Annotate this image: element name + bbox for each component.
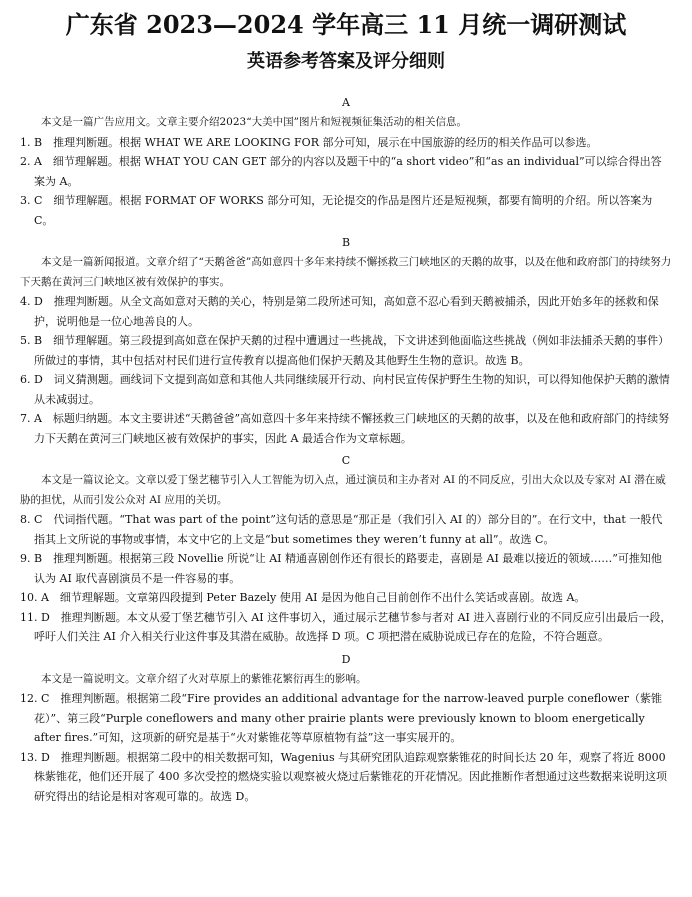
section-intro: 本文是一篇新闻报道。文章介绍了“天鹅爸爸”高如意四十多年来持续不懈拯救三门峡地区的天鹅的故事，以及在他和政府部门的持续努力下天鹅在黄河三门峡地区被有效保护的事实。 xyxy=(20,256,672,288)
answer-item: 12. C 推理判断题。根据第二段“Fire provides an additional advantage for the narrow-leaved purple coneflower（紫锥花）”、第三段“Purple coneflowers and many other prairie plants were previously known to bloom energetically after fires.”可知，这项新的研究是基于“火对紫锥花等草原植物有益”这一事实展开的。 xyxy=(20,692,662,744)
answer-item: 2. A 细节理解题。根据 WHAT YOU CAN GET 部分的内容以及题干中的“a short video”和“as an individual”可以综合得出答案为 A。 xyxy=(20,155,662,188)
section-c xyxy=(20,454,672,647)
section-letter: B xyxy=(341,236,351,249)
section-intro: 本文是一篇广告应用文。文章主要介绍2023“大美中国”图片和短视频征集活动的相关信息。 xyxy=(41,116,467,128)
answer-item: 11. D 推理判断题。本文从爱丁堡艺穗节引入 AI 这件事切入，通过展示艺穗节参与者对 AI 进入喜剧行业的不同反应引出最后一段，呼吁人们关注 AI 介入相关行业这件事及其潜在威胁。故选择 D 项。C 项把潜在威胁说成已存在的危险，不符合题意。 xyxy=(20,610,672,643)
section-letter: A xyxy=(342,96,350,109)
page-title: 广东省 2023—2024 学年高三 11 月统一调研测试 xyxy=(65,10,627,39)
answer-item: 3. C 细节理解题。根据 FORMAT OF WORKS 部分可知，无论提交的作品是图片还是短视频，都要有简明的介绍。所以答案为 C。 xyxy=(20,194,653,227)
answer-item: 4. D 推理判断题。从全文高如意对天鹅的关心，特别是第二段所述可知，高如意不忍心看到天鹅被捕杀，因此开始多年的拯救和保护，说明他是一位心地善良的人。 xyxy=(20,295,659,328)
section-a xyxy=(20,96,672,230)
section-intro: 本文是一篇说明文。文章介绍了火对草原上的紫锥花繁衍再生的影响。 xyxy=(41,672,367,685)
answer-item: 5. B 细节理解题。第三段提到高如意在保护天鹅的过程中遭遇过一些挑战，下文讲述到他面临这些挑战（例如非法捕杀天鹅的事件）所做过的事情，其中包括对村民们进行宣传教育以提高他们保护天鹅及其他野生生物的意识。故选 B。 xyxy=(20,334,670,367)
answer-item: 13. D 推理判断题。根据第二段中的相关数据可知，Wagenius 与其研究团队追踪观察紫锥花的时间长达 20 年，观察了将近 8000 株紫锥花，他们还开展了 400 多次受控的燃烧实验以观察被火烧过后紫锥花的开花情况。因此推断作者想通过这些数据来说明这项研究得出的结论是相对客观可靠的。故选 D。 xyxy=(20,750,667,803)
answer-item: 7. A 标题归纳题。本文主要讲述“天鹅爸爸”高如意四十多年来持续不懈拯救三门峡地区的天鹅的故事，以及在他和政府部门的持续努力下天鹅在黄河三门峡地区被有效保护的事实，因此 A 最适合作为文章标题。 xyxy=(20,412,670,445)
answer-item: 10. A 细节理解题。文章第四段提到 Peter Bazely 使用 AI 是因为他自己目前创作不出什么笑话或喜剧。故选 A。 xyxy=(20,591,586,604)
answer-item: 9. B 推理判断题。根据第三段 Novellie 所说“让 AI 精通喜剧创作还有很长的路要走，喜剧是 AI 最难以接近的领域……”可推知他认为 AI 取代喜剧演员不是一件容易的事。 xyxy=(20,552,662,585)
section-letter: D xyxy=(341,652,351,666)
section-b xyxy=(20,236,672,448)
answer-item: 8. C 代词指代题。“That was part of the point”这句话的意思是“那正是（我们引入 AI 的）部分目的”。在行文中，that 一般代指其上文所说的事物或事情，本文中它的上文是“but sometimes they weren’t funny at all”。故选 C。 xyxy=(20,513,663,546)
section-intro: 本文是一篇议论文。文章以爱丁堡艺穗节引入人工智能为切入点，通过演员和主办者对 AI 的不同反应，引出大众以及专家对 AI 潜在威胁的担忧，从而引发公众对 AI 应用的关切。 xyxy=(20,474,666,506)
section-letter: C xyxy=(341,454,351,467)
page-subtitle: 英语参考答案及评分细则 xyxy=(247,51,445,72)
answer-item: 1. B 推理判断题。根据 WHAT WE ARE LOOKING FOR 部分可知，展示在中国旅游的经历的相关作品可以参选。 xyxy=(20,135,598,149)
answer-item: 6. D 词义猜测题。画线词下文提到高如意和其他人共同继续展开行动、向村民宣传保护野生生物的知识，可以得知他保护天鹅的激情从未减弱过。 xyxy=(20,373,670,406)
section-d xyxy=(20,653,672,807)
